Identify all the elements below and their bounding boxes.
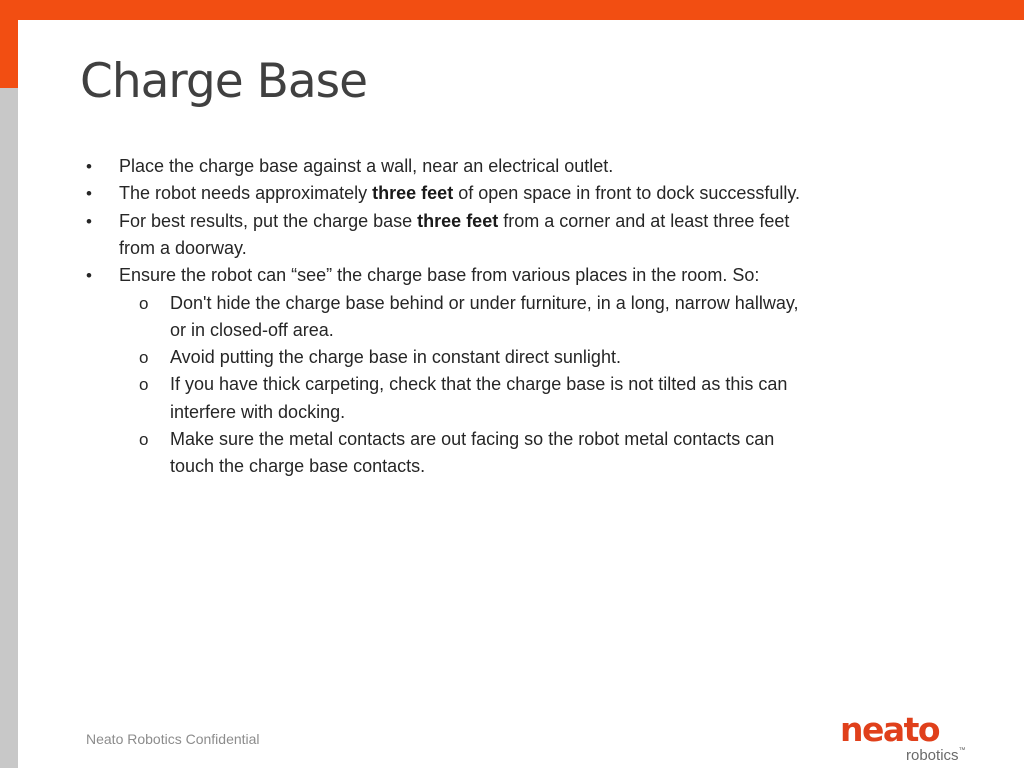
- text-segment: interfere with docking.: [170, 401, 346, 422]
- sub-bullet-line: [0, 290, 1000, 317]
- left-accent-block: [0, 20, 18, 88]
- neato-robotics-logo: [840, 710, 976, 766]
- bullet-line: [0, 262, 1000, 289]
- sub-bullet-marker: o: [139, 375, 149, 395]
- logo-wordmark: neato: [840, 710, 940, 749]
- text-segment: touch the charge base contacts.: [170, 456, 426, 477]
- bullet-text: [170, 371, 787, 398]
- sub-bullet-marker: o: [139, 430, 149, 449]
- bullet-text: [119, 180, 800, 207]
- bullet-text: [170, 453, 425, 480]
- bullet-text: [170, 317, 334, 344]
- text-segment: Ensure the robot can “see” the charge base from various places in the room. So:: [119, 265, 760, 286]
- sub-bullet-line: [0, 317, 1000, 344]
- bullet-line: [0, 235, 1000, 262]
- sub-bullet-line: [0, 453, 1000, 480]
- text-segment: Don't hide the charge base behind or under furniture, in a long, narrow hallway,: [170, 292, 799, 313]
- bullet-text: [170, 344, 621, 371]
- sub-bullet-line: [0, 399, 1000, 426]
- sub-bullet-marker: o: [139, 293, 149, 313]
- bold-text: three feet: [417, 210, 499, 231]
- sub-bullet-line: [0, 344, 1000, 371]
- bullet-marker: •: [86, 266, 92, 286]
- bullet-line: [0, 208, 1000, 235]
- text-segment: Place the charge base against a wall, near an electrical outlet.: [119, 156, 614, 176]
- text-segment: The robot needs approximately: [119, 183, 373, 204]
- bold-text: three feet: [372, 183, 454, 204]
- top-accent-bar: [0, 0, 1024, 20]
- text-segment: If you have thick carpeting, check that the charge base is not tilted as this can: [170, 374, 788, 395]
- bullet-text: [170, 426, 774, 453]
- bullet-text: [119, 262, 759, 289]
- bullet-marker: •: [86, 211, 92, 231]
- bullet-marker: •: [86, 184, 92, 204]
- text-segment: Avoid putting the charge base in constant direct sunlight.: [170, 347, 621, 368]
- text-segment: or in closed-off area.: [170, 319, 334, 340]
- bullet-line: [0, 153, 1000, 180]
- text-segment: of open space in front to dock successfully.: [453, 183, 801, 204]
- sub-bullet-line: [0, 426, 1000, 453]
- text-segment: For best results, put the charge base: [119, 210, 418, 231]
- bullet-line: [0, 180, 1000, 207]
- text-segment: from a doorway.: [119, 237, 247, 258]
- bullet-text: [119, 208, 789, 235]
- logo-subtitle: robotics™: [906, 747, 966, 764]
- bullet-text: [119, 153, 613, 180]
- sub-bullet-marker: o: [139, 348, 149, 368]
- bullet-marker: •: [86, 157, 92, 176]
- footer-confidential: Neato Robotics Confidential: [86, 731, 260, 747]
- text-segment: Make sure the metal contacts are out facing so the robot metal contacts can: [170, 429, 775, 449]
- bullet-text: [170, 290, 799, 317]
- text-segment: from a corner and at least three feet: [498, 210, 790, 231]
- bullet-text: [119, 235, 247, 262]
- bullet-text: [170, 399, 345, 426]
- sub-bullet-line: [0, 371, 1000, 398]
- slide-title: Charge Base: [80, 54, 368, 109]
